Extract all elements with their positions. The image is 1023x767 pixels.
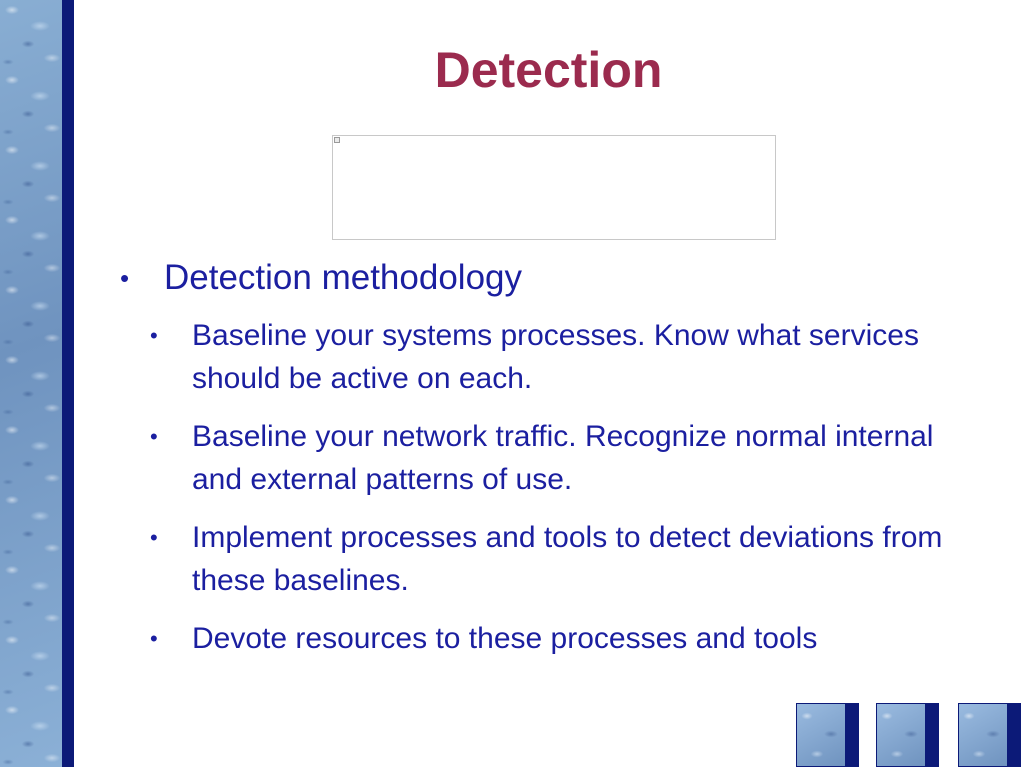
sub-bullet-text: Devote resources to these processes and tools	[192, 622, 818, 655]
nav-button-next[interactable]	[958, 703, 1022, 767]
sub-bullet-text: Baseline your network traffic. Recognize normal internal and external patterns of use.	[192, 420, 934, 496]
sub-bullet-list	[140, 314, 983, 660]
sub-bullet	[140, 415, 983, 501]
nav-button-texture	[796, 703, 846, 767]
image-placeholder	[332, 135, 776, 240]
bullet-dot: •	[150, 525, 158, 550]
bullet-level-1	[112, 256, 983, 300]
nav-button-texture	[876, 703, 926, 767]
nav-button-texture	[958, 703, 1008, 767]
sub-bullet-text: Baseline your systems processes. Know what services should be active on each.	[192, 319, 919, 395]
nav-button-previous[interactable]	[876, 703, 940, 767]
sub-bullet	[140, 516, 983, 602]
slide-navigation	[0, 703, 1023, 767]
broken-image-icon	[334, 137, 340, 143]
sub-bullet-text: Implement processes and tools to detect deviations from these baselines.	[192, 521, 943, 597]
sub-bullet	[140, 617, 983, 660]
side-accent-bar	[62, 0, 74, 767]
bullet-dot: •	[120, 263, 130, 293]
sub-bullet	[140, 314, 983, 400]
side-texture-panel	[0, 0, 62, 767]
nav-button-bar	[926, 703, 939, 767]
nav-button-first[interactable]	[796, 703, 860, 767]
bullet-dot: •	[150, 626, 158, 651]
bullet-text: Detection methodology	[164, 258, 522, 297]
bullet-dot: •	[150, 424, 158, 449]
bullet-content	[112, 256, 983, 675]
slide-title: Detection	[434, 42, 663, 98]
nav-button-bar	[1008, 703, 1021, 767]
bullet-dot: •	[150, 323, 158, 348]
nav-button-bar	[846, 703, 859, 767]
